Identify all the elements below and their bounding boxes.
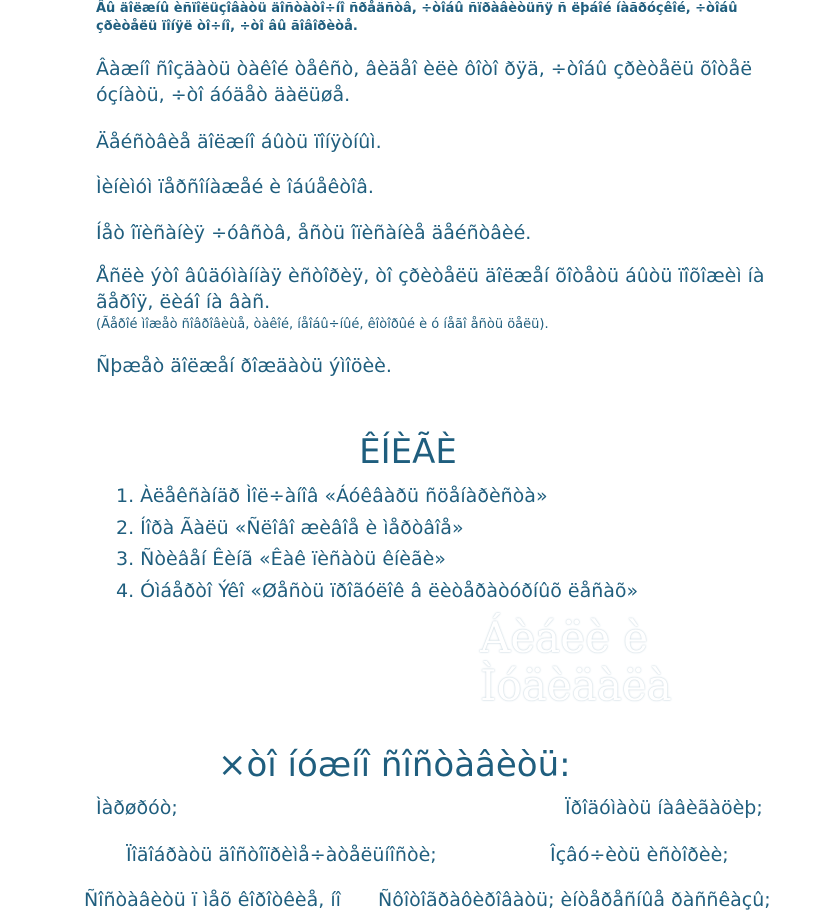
intro-note: (Ãåðîé ìîæåò ñîâðîâèùå, òàêîé, íåîáû÷íûé, êîòîðûé è ó íåãî åñòü öåëü). (96, 317, 549, 332)
intro-paragraph-3: Ìèíèìóì ïåðñîíàæåé è îáúåêòîâ. (96, 176, 374, 198)
skills-right-item: Îçâó÷èòü èñòîðèè; (550, 844, 729, 866)
skills-left-item: Ìàðøðóò; (96, 797, 178, 819)
intro-top-paragraph (96, 0, 796, 36)
faded-text-line: Áèáëè è Ìóäèäàëà (480, 613, 672, 710)
book-item: 1. Àëåêñàíäð Ìîë÷àíîâ «Áóêâàðü ñöåíàðèñòà» (116, 485, 548, 507)
intro-paragraph-4: Íåò îïèñàíèÿ ÷óâñòâ, åñòü îïèñàíèå äåéñòâèé. (96, 222, 532, 244)
intro-top-line-2: çðèòåëü ïîíÿë òî÷íî, ÷òî âû ãîâîðèòå. (96, 19, 358, 34)
book-item: 2. Íîðà Ãàëü «Ñëîâî æèâîå è ìåðòâîå» (116, 516, 464, 539)
book-item: 3. Ñòèâåí Êèíã «Êàê ïèñàòü êíèãè» (116, 548, 446, 570)
intro-paragraph-5: Åñëè ýòî âûäóìàííàÿ èñòîðèÿ, òî çðèòåëü äîëæåí õîòåòü áûòü ïîõîæèì íà ãåðîÿ, ëèáî íà âàñ. (96, 265, 765, 313)
intro-paragraph-2: Äåéñòâèå äîëæíî áûòü ïîíÿòíûì. (96, 131, 382, 153)
intro-top-line: Âû äîëæíû èñïîëüçîâàòü äîñòàòî÷íî ñðåäñòâ, ÷òîáû ñïðàâèòüñÿ ñ ëþáîé íàãðóçêîé, ÷òîáû (96, 1, 738, 16)
intro-paragraph-1: Âàæíî ñîçäàòü òàêîé òåêñò, âèäåî èëè ôîòî ðÿä, ÷òîáû çðèòåëü õîòåë óçíàòü, ÷òî áóäåò äàëüøå. (96, 58, 753, 106)
skills-heading: ×òî íóæíî ñîñòàâèòü: (218, 745, 571, 785)
intro-last-paragraph: Ñþæåò äîëæåí ðîæäàòü ýìîöèè. (96, 355, 392, 377)
books-heading: ÊÍÈÃÈ (359, 432, 457, 472)
skills-right-item: Ïðîäóìàòü íàâèãàöèþ; (565, 797, 763, 819)
book-item: 4. Óìáåðòî Ýêî «Øåñòü ïðîãóëîê â ëèòåðàòóðíûõ ëåñàõ» (116, 579, 639, 602)
skills-left-item: Ñîñòàâèòü ï ìåõ êîðîòêèå, íî (84, 889, 341, 911)
books-list (116, 481, 796, 607)
skills-left-item: Ïîäîáðàòü äîñòîïðèìå÷àòåëüíîñòè; (126, 844, 437, 866)
skills-right-item: Ñôîòîãðàôèðîâàòü; èíòåðåñíûå ðàññêàçû; (378, 889, 771, 911)
